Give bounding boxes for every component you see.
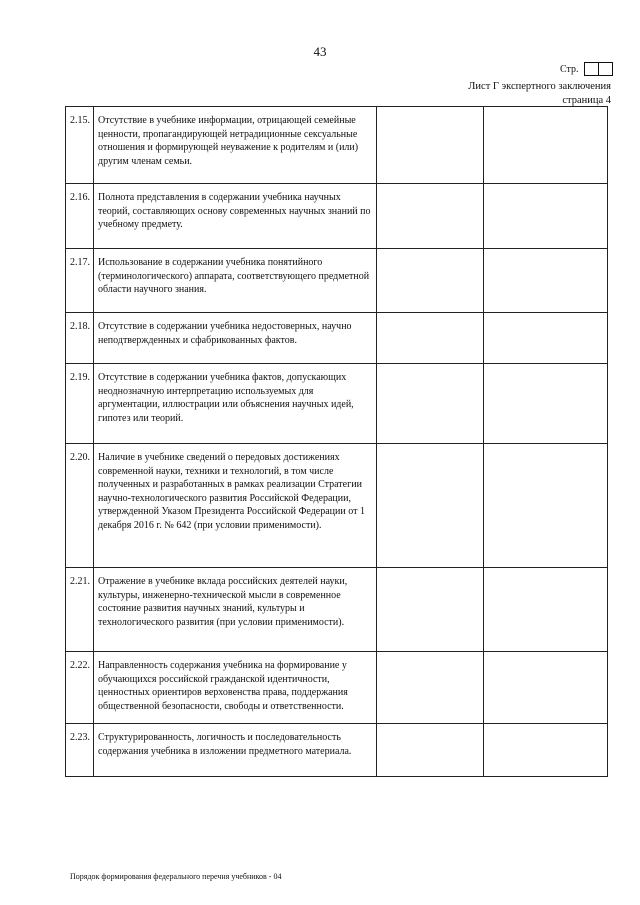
row-number: 2.15. — [66, 107, 94, 184]
sheet-page: страница 4 — [562, 95, 611, 106]
row-criterion: Отсутствие в содержании учебника недостоверных, научно неподтвержденных и сфабрикованных фактов. — [94, 313, 377, 364]
table-row — [66, 184, 608, 249]
row-number: 2.20. — [66, 444, 94, 568]
table-row — [66, 107, 608, 184]
row-criterion: Наличие в учебнике сведений о передовых достижениях современной науки, техники и технологий, в том числе полученных и разработанных в рамках реализации Стратегии научно-технологического развития Российской Федерации, утвержденной Указом Президента Российской Федерации от 1 декабря 2016 г. № 642 (при условии применимости). — [94, 444, 377, 568]
row-criterion: Полнота представления в содержании учебника научных теорий, составляющих основу современных научных знаний по учебному предмету. — [94, 184, 377, 249]
comment-cell[interactable] — [484, 364, 608, 444]
row-criterion: Отсутствие в содержании учебника фактов, допускающих неоднозначную интерпретацию используемых для аргументации, иллюстрации или объяснения научных идей, гипотез или теорий. — [94, 364, 377, 444]
assessment-cell[interactable] — [377, 313, 484, 364]
sheet-label: Лист Г экспертного заключения — [468, 81, 611, 92]
page-number-box — [584, 62, 613, 76]
row-number: 2.23. — [66, 724, 94, 777]
table-row — [66, 249, 608, 313]
row-criterion: Использование в содержании учебника понятийного (терминологического) аппарата, соответствующего предметной области научного знания. — [94, 249, 377, 313]
table-row — [66, 364, 608, 444]
assessment-cell[interactable] — [377, 249, 484, 313]
assessment-cell[interactable] — [377, 568, 484, 652]
row-criterion: Отсутствие в учебнике информации, отрицающей семейные ценности, пропагандирующей нетрадиционные сексуальные отношения и формирующей неуважение к родителям и (или) другим членам семьи. — [94, 107, 377, 184]
comment-cell[interactable] — [484, 313, 608, 364]
table-row — [66, 568, 608, 652]
table-row — [66, 444, 608, 568]
assessment-cell[interactable] — [377, 364, 484, 444]
comment-cell[interactable] — [484, 568, 608, 652]
comment-cell[interactable] — [484, 184, 608, 249]
row-criterion: Структурированность, логичность и последовательность содержания учебника в изложении предметного материала. — [94, 724, 377, 777]
criteria-table — [65, 106, 608, 777]
assessment-cell[interactable] — [377, 724, 484, 777]
page-number: 43 — [313, 44, 327, 59]
comment-cell[interactable] — [484, 107, 608, 184]
table-row — [66, 724, 608, 777]
row-number: 2.22. — [66, 652, 94, 724]
assessment-cell[interactable] — [377, 107, 484, 184]
assessment-cell[interactable] — [377, 184, 484, 249]
row-criterion: Отражение в учебнике вклада российских деятелей науки, культуры, инженерно-технической мысли в современное состояние развития научных знаний, культуры и технологического развития (при условии применимости). — [94, 568, 377, 652]
row-number: 2.16. — [66, 184, 94, 249]
row-criterion: Направленность содержания учебника на формирование у обучающихся российской гражданской идентичности, ценностных ориентиров верховенства права, поддержания общественной безопасности, свободы и ответственности. — [94, 652, 377, 724]
comment-cell[interactable] — [484, 249, 608, 313]
footer-text: Порядок формирования федерального перечня учебников - 04 — [70, 872, 282, 881]
comment-cell[interactable] — [484, 444, 608, 568]
page-label: Стр. — [560, 64, 579, 75]
row-number: 2.21. — [66, 568, 94, 652]
table-row — [66, 313, 608, 364]
table-row — [66, 652, 608, 724]
row-number: 2.17. — [66, 249, 94, 313]
row-number: 2.19. — [66, 364, 94, 444]
row-number: 2.18. — [66, 313, 94, 364]
comment-cell[interactable] — [484, 652, 608, 724]
assessment-cell[interactable] — [377, 652, 484, 724]
assessment-cell[interactable] — [377, 444, 484, 568]
comment-cell[interactable] — [484, 724, 608, 777]
